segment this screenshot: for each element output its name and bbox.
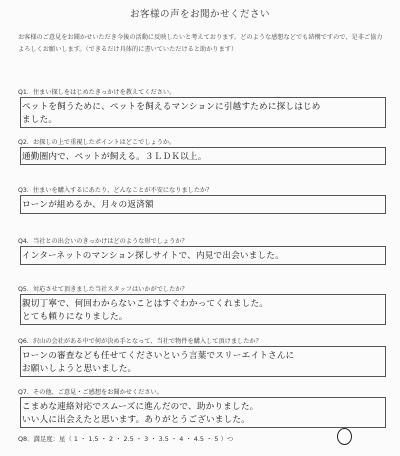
question-3-label: Q3．住まいを購入するにあたり、どんなことが不安になりましたか？ [18, 187, 213, 194]
question-7-label: Q7．その他、ご意見・ご感想をお聞かせください。 [18, 389, 163, 396]
question-2-answer-line-1: 通勤圏内で、ペットが飼える。３ＬＤＫ以上。 [22, 152, 207, 162]
question-1-answer-line-2: ました。 [22, 115, 58, 125]
question-4-label: Q4．当社との出会いのきっかけはどのような形でしょうか？ [18, 238, 188, 245]
question-7-answer-line-1: こまめな連絡対応でスムーズに進んだので、助かりました。 [22, 402, 259, 412]
question-5-answer-line-1: 親切丁寧で、何回わからないことはすぐわかってくれました。 [22, 299, 269, 309]
question-5-label: Q5．対応させて頂きました当社スタッフはいかがでしたか？ [18, 286, 188, 293]
question-1-label: Q1．住まい探しをはじめたきっかけを教えてください。 [18, 89, 176, 96]
satisfaction-rating: Q8．満足度：星（ 1 ・ 1.5 ・ 2 ・ 2.5 ・ 3 ・ 3.5 ・ 4 ・ 4.5 ・ 5 ）つ [18, 435, 234, 443]
question-7-answer-line-2: いい人に出会えたと思います。ありがとうございました。 [22, 415, 250, 425]
question-2-label: Q2．お探しの上で重視したポイントはどこでしょうか。 [18, 139, 176, 146]
page-title: お客様の声をお聞かせください [129, 9, 270, 20]
intro-text: お客様のご意見をお聞かせいただき今後の活動に反映したいと考えております。どのような感想などでも結構ですので、是非ご協力よろしくお願いします。（できるだけ具体的に書いていただけると助かります） [18, 34, 383, 53]
selected-rating-circle [337, 428, 352, 445]
question-6-label: Q6．沢山の会社がある中で何が決め手となって、当社で物件を購入して頂けましたか？ [18, 338, 262, 345]
question-5-answer-line-2: とても頼りになりました。 [22, 312, 128, 322]
question-6-answer-line-1: ローンの審査なども任せてくださいという言葉でスリーエイトさんに [22, 351, 295, 361]
question-4-answer-line-1: インターネットのマンション探しサイトで、内見で出会いました。 [22, 251, 284, 261]
question-1-answer-line-1: ペットを飼うために、ペットを飼えるマンションに引越すために探しはじめ [22, 102, 321, 112]
question-3-answer-line-1: ローンが組めるか、月々の返済額 [22, 200, 154, 210]
question-6-answer-line-2: お願いしようと思いました。 [22, 364, 137, 374]
